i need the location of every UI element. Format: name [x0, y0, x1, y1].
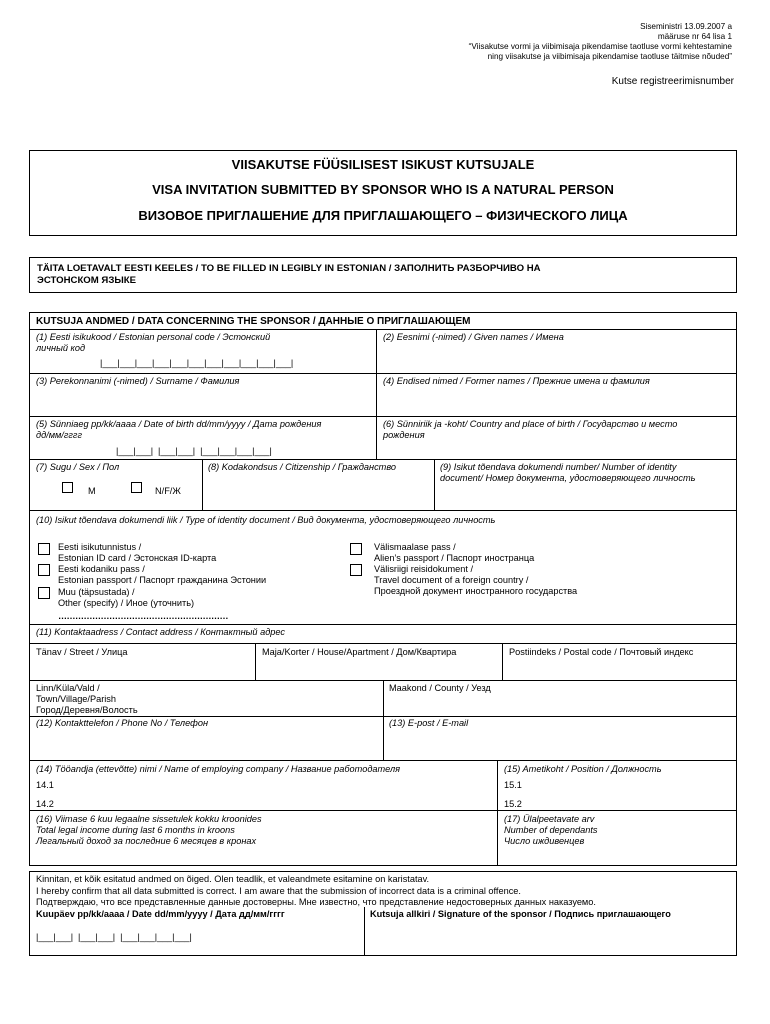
field-label: Легальный доход за последние 6 месяцев в кронах: [36, 836, 257, 846]
option-text: Muu (täpsustada) /: [58, 587, 135, 597]
sex-female-checkbox[interactable]: [131, 482, 142, 493]
field-label: (9) Isikut tõendava dokumendi number/ Number of identity: [440, 462, 677, 472]
divider: [383, 680, 384, 760]
field-label: Total legal income during last 6 months in kroons: [36, 825, 235, 835]
field-legal-income[interactable]: [36, 814, 262, 847]
signature-label[interactable]: Kutsuja allkiri / Signature of the sponsor / Подпись приглашающего: [370, 909, 671, 919]
divider: [202, 459, 203, 510]
field-employer-1[interactable]: 14.1: [36, 780, 54, 790]
divider: [29, 643, 737, 644]
doc-foreign-travel-document-checkbox[interactable]: [350, 564, 362, 576]
sex-male-checkbox[interactable]: [62, 482, 73, 493]
option-text: Проездной документ иностранного государства: [374, 586, 578, 596]
divider: [29, 459, 737, 460]
option-text: Eesti kodaniku pass /: [58, 564, 145, 574]
field-label: (6) Sünniriik ja -koht/ Country and place of birth / Государство и место: [383, 419, 678, 429]
doc-other-label: [58, 587, 194, 609]
field-dependants[interactable]: [504, 814, 597, 847]
field-position-1[interactable]: 15.1: [504, 780, 522, 790]
field-place-of-birth[interactable]: [383, 419, 677, 441]
option-text: Travel document of a foreign country /: [374, 575, 529, 585]
field-label: (1) Eesti isikukood / Estonian personal code / Эстонский: [36, 332, 271, 342]
regulation-reference: [469, 22, 732, 62]
field-label: (5) Sünniaeg pp/kk/aaaa / Date of birth dd/mm/yyyy / Дата рождения: [36, 419, 322, 429]
divider: [502, 643, 503, 680]
personal-code-digit-boxes[interactable]: |___|___|___|___|___|___|___|___|___|___|___|: [100, 358, 294, 368]
field-former-names[interactable]: (4) Endised nimed / Former names / Прежние имена и фамилия: [383, 376, 650, 386]
divider: [364, 907, 365, 956]
field-identity-document-type: (10) Isikut tõendava dokumendi liik / Type of identity document / Вид документа, удостоверяющего личность: [36, 515, 496, 525]
confirmation-text: [36, 874, 596, 909]
sponsor-section-title: KUTSUJA ANDMED / DATA CONCERNING THE SPONSOR / ДАННЫЕ О ПРИГЛАШАЮЩЕМ: [36, 316, 471, 327]
regulation-line: Siseministri 13.09.2007 a: [640, 22, 732, 31]
divider: [376, 329, 377, 459]
instruction-line: ЭСТОНСКОМ ЯЗЫКЕ: [37, 275, 136, 286]
field-surname[interactable]: (3) Perekonnanimi (-nimed) / Surname / Фамилия: [36, 376, 240, 386]
date-digit-boxes[interactable]: |___|___| |___|___| |___|___|___|___|: [36, 932, 192, 942]
doc-other-specify-line[interactable]: ……………………………………………………: [58, 611, 228, 621]
field-county[interactable]: Maakond / County / Уезд: [389, 683, 491, 693]
doc-alien-passport-checkbox[interactable]: [350, 543, 362, 555]
divider: [29, 810, 737, 811]
regulation-line: “Viisakutse vormi ja viibimisaja pikendamise taotluse vormi kehtestamine: [468, 42, 732, 51]
field-citizenship[interactable]: (8) Kodakondsus / Citizenship / Гражданство: [208, 462, 397, 472]
field-label: document/ Номер документа, удостоверяющего личность: [440, 473, 696, 483]
field-personal-code[interactable]: [36, 332, 270, 354]
field-label: Number of dependants: [504, 825, 598, 835]
field-position: (15) Ametikoht / Position / Должность: [504, 764, 662, 774]
option-text: Välismaalase pass /: [374, 542, 456, 552]
field-email[interactable]: (13) E-post / E-mail: [389, 718, 469, 728]
doc-other-checkbox[interactable]: [38, 587, 50, 599]
field-label: Town/Village/Parish: [36, 694, 117, 704]
field-label: (16) Viimase 6 kuu legaalne sissetulek kokku kroonides: [36, 814, 262, 824]
doc-estonian-passport-label: [58, 564, 266, 586]
divider: [255, 643, 256, 680]
doc-id-card-checkbox[interactable]: [38, 543, 50, 555]
date-of-birth-digit-boxes[interactable]: |___|___| |___|___| |___|___|___|___|: [116, 446, 272, 456]
field-contact-address: (11) Kontaktaadress / Contact address / Контактный адрес: [36, 627, 285, 637]
instruction-text: [37, 263, 541, 287]
divider: [29, 416, 737, 417]
field-employer-2[interactable]: 14.2: [36, 799, 54, 809]
field-identity-document-number[interactable]: [440, 462, 696, 484]
title-russian: ВИЗОВОЕ ПРИГЛАШЕНИЕ ДЛЯ ПРИГЛАШАЮЩЕГО – ФИЗИЧЕСКОГО ЛИЦА: [138, 208, 628, 223]
divider: [29, 624, 737, 625]
confirmation-line: I hereby confirm that all data submitted is correct. I am aware that the submission of incorrect data is a criminal offence.: [36, 885, 521, 896]
field-label: Linn/Küla/Vald /: [36, 683, 100, 693]
field-phone[interactable]: (12) Kontakttelefon / Phone No / Телефон: [36, 718, 209, 728]
field-label: (17) Ülalpeetavate arv: [504, 814, 595, 824]
field-town-village-parish[interactable]: [36, 683, 138, 716]
option-text: Eesti isikutunnistus /: [58, 542, 142, 552]
field-label: Число иждивенцев: [504, 836, 585, 846]
instruction-box: [29, 257, 737, 293]
confirmation-line: Подтверждаю, что все представленные данные достоверны. Мне известно, что представление недостоверных данных наказуемо.: [36, 897, 596, 907]
field-street[interactable]: Tänav / Street / Улица: [36, 647, 128, 657]
divider: [434, 459, 435, 510]
field-label: Город/Деревня/Волость: [36, 705, 138, 715]
date-label: Kuupäev pp/kk/aaaa / Date dd/mm/yyyy / Дата дд/мм/гггг: [36, 909, 285, 919]
divider: [29, 329, 737, 330]
divider: [29, 373, 737, 374]
divider: [29, 510, 737, 511]
doc-estonian-passport-checkbox[interactable]: [38, 564, 50, 576]
title-estonian: VIISAKUTSE FÜÜSILISEST ISIKUST KUTSUJALE: [231, 157, 535, 172]
field-label: личный код: [36, 343, 86, 353]
regulation-line: ning viisakutse ja viibimisaja pikendamise taotluse täitmise nõuded”: [487, 52, 732, 61]
instruction-line: TÄITA LOETAVALT EESTI KEELES / TO BE FILLED IN LEGIBLY IN ESTONIAN / ЗАПОЛНИТЬ РАЗБОРЧИВО НА: [37, 263, 541, 274]
option-text: Välisriigi reisidokument /: [374, 564, 474, 574]
doc-alien-passport-label: [374, 542, 534, 564]
option-text: Alien’s passport / Паспорт иностранца: [374, 553, 535, 563]
field-house-apartment[interactable]: Maja/Korter / House/Apartment / Дом/Квартира: [262, 647, 457, 657]
option-text: Estonian passport / Паспорт гражданина Эстонии: [58, 575, 267, 585]
field-employer: (14) Tööandja (ettevõtte) nimi / Name of employing company / Название работодателя: [36, 764, 401, 774]
registration-number-label: Kutse registreerimisnumber: [611, 76, 734, 87]
sex-female-label: N/F/Ж: [155, 486, 181, 496]
field-sex: (7) Sugu / Sex / Пол: [36, 462, 120, 472]
confirmation-line: Kinnitan, et kõik esitatud andmed on õiged. Olen teadlik, et valeandmete esitamine on karistatav.: [36, 874, 430, 884]
regulation-line: määruse nr 64 lisa 1: [657, 32, 732, 41]
field-postal-code[interactable]: Postiindeks / Postal code / Почтовый индекс: [509, 647, 694, 657]
field-label: дд/мм/гггг: [36, 430, 82, 440]
field-date-of-birth[interactable]: [36, 419, 321, 441]
option-text: Estonian ID card / Эстонская ID-карта: [58, 553, 217, 563]
divider: [29, 760, 737, 761]
doc-foreign-travel-document-label: [374, 564, 577, 597]
field-given-names[interactable]: (2) Eesnimi (-nimed) / Given names / Имена: [383, 332, 564, 342]
field-position-2[interactable]: 15.2: [504, 799, 522, 809]
sex-male-label: M: [88, 486, 96, 496]
doc-id-card-label: [58, 542, 216, 564]
title-box: [29, 150, 737, 236]
divider: [497, 760, 498, 866]
title-english: VISA INVITATION SUBMITTED BY SPONSOR WHO IS A NATURAL PERSON: [152, 182, 614, 197]
option-text: Other (specify) / Иное (уточнить): [58, 598, 195, 608]
field-label: рождения: [383, 430, 425, 440]
